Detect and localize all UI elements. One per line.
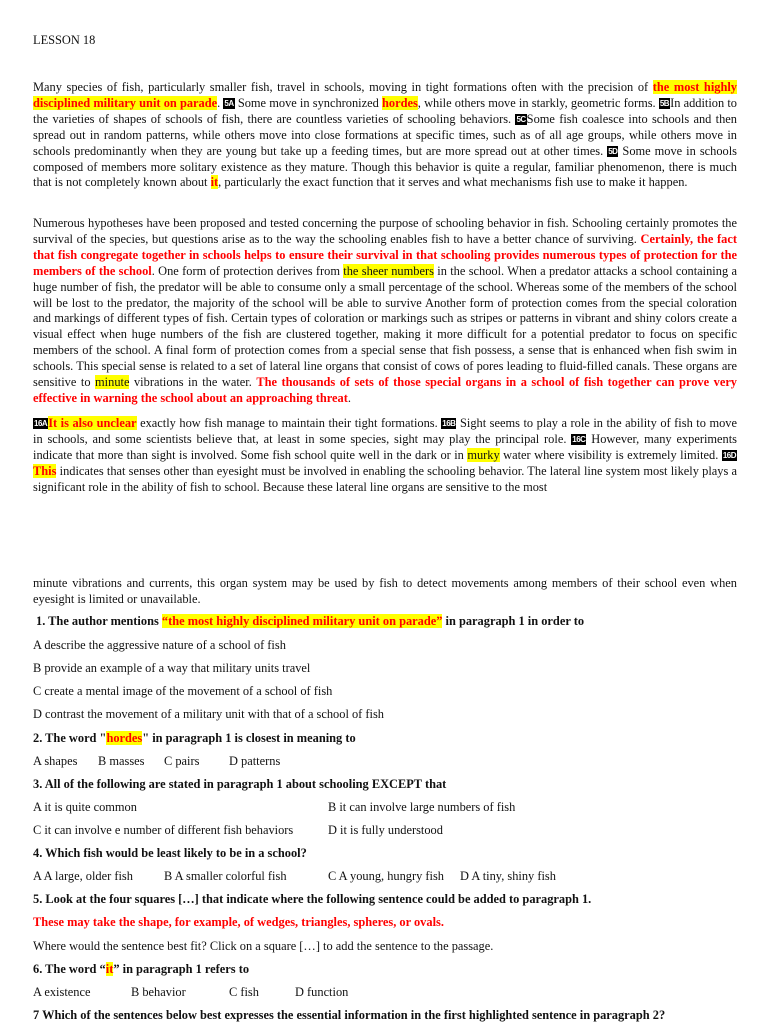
question-6: 6. The word “it” in paragraph 1 refers to bbox=[33, 962, 250, 976]
highlight-it: it bbox=[210, 175, 219, 190]
question-4: 4. Which fish would be least likely to be in a school? bbox=[33, 846, 307, 860]
highlight-military-unit: the most highly disciplined military unit on parade bbox=[33, 80, 737, 110]
q1-option-d[interactable]: D contrast the movement of a military unit with that of a school of fish bbox=[33, 707, 384, 721]
highlighted-sentence-red-2: The thousands of sets of those special organs in a school of fish together can prove very effective in warning the school about an approaching threat bbox=[33, 375, 738, 405]
paragraph-2: Numerous hypotheses have been proposed and tested concerning the purpose of schooling behavior in fish. Schooling certainly promotes the survival of the species, but questions arise as to the way the schooling enables fish to have a better chance of surviving. Certainly, the fact that fish congregate together in schools helps to ensure their survival in that schooling provides numerous types of protection for the members of the school. One form of protection derives from the sheer numbers in the school. When a predator attacks a school containing a huge number of fish, the predator will be able to consume only a small percentage of the school. Whereas some of the members of the school will be lost to the predator, the majority of the school will be able to survive Another form of protection comes from the special coloration and markings of different types of fish. Certain types of coloration or markings such as stripes or patterns in vibrant and shiny colors create a visual effect when huge numbers of the fish are clustered together, making it more difficult for a potential predator to focus on specific members of the school. A final form of protection comes from a special sense that fish possess, a sense that is enhanced when fish swim in schools. This special sense is related to a set of lateral line organs that consist of cows of pores leading to fluid-filled canals. These organs are sensitive to minute vibrations in the water. The thousands of sets of those special organs in a school of fish together can prove very effective in warning the school about an approaching threat. bbox=[33, 216, 738, 405]
q3-option-a[interactable]: A it is quite common bbox=[33, 800, 137, 814]
highlight-this: This bbox=[33, 463, 57, 478]
lesson-title: LESSON 18 bbox=[33, 33, 96, 47]
insert-square-5b[interactable]: 5B bbox=[659, 98, 670, 108]
insert-square-5c[interactable]: 5C bbox=[516, 114, 526, 124]
q3-option-d[interactable]: D it is fully understood bbox=[328, 823, 443, 837]
q3-option-c[interactable]: C it can involve e number of different fish behaviors bbox=[33, 823, 294, 837]
paragraph-1: Many species of fish, particularly smaller fish, travel in schools, moving in tight formations often with the precision of the most highly disciplined military unit on parade. 5A Some move in synchronized hordes, while others move in starkly, geometric forms. 5BIn addition to the varieties of shapes of schools of fish, there are countless varieties of schooling behaviors. 5CSome fish coalesce into schools and then spread out in random patterns, while others move into close formations at specific times, such as of all age groups, while others move in schools predominantly when they are young but take up a feeding times, but are more spread out at other times. 5D Some move in schools composed of members more solitary existence as they mature. Though this behavior is quite a regular, familiar phenomenon, there is much that is not completely known about it, particularly the exact function that it serves and what mechanisms fish use to make it happen. bbox=[33, 80, 737, 190]
insert-square-16a[interactable]: 16A bbox=[34, 419, 48, 428]
insert-square-16d[interactable]: 16D bbox=[722, 450, 736, 460]
question-2-highlight: hordes bbox=[106, 731, 143, 745]
q2-option-a[interactable]: A shapes bbox=[33, 754, 78, 768]
q4-option-a[interactable]: A A large, older fish bbox=[33, 869, 133, 883]
q4-option-c[interactable]: C A young, hungry fish bbox=[328, 869, 444, 883]
q2-option-d[interactable]: D patterns bbox=[229, 754, 281, 768]
q4-option-b[interactable]: B A smaller colorful fish bbox=[164, 869, 287, 883]
highlight-it-is-also-unclear: It is also unclear bbox=[48, 416, 137, 430]
question-5: 5. Look at the four squares […] that indicate where the following sentence could be added to paragraph 1. bbox=[33, 892, 592, 906]
q1-option-c[interactable]: C create a mental image of the movement of a school of fish bbox=[33, 684, 333, 698]
highlight-minute: minute bbox=[95, 375, 130, 390]
q2-option-b[interactable]: B masses bbox=[98, 754, 145, 768]
insert-square-5d[interactable]: 5D bbox=[608, 146, 618, 156]
insert-square-16c[interactable]: 16C bbox=[572, 434, 586, 444]
question-5-sentence: These may take the shape, for example, of wedges, triangles, spheres, or ovals. bbox=[33, 915, 444, 929]
question-1-highlight: “the most highly disciplined military unit on parade” bbox=[161, 614, 443, 628]
q6-option-a[interactable]: A existence bbox=[33, 985, 91, 999]
highlight-sheer-numbers: the sheer numbers bbox=[343, 263, 434, 278]
question-2: 2. The word "hordes" in paragraph 1 is closest in meaning to bbox=[33, 731, 356, 745]
q1-option-b[interactable]: B provide an example of a way that military units travel bbox=[33, 661, 311, 675]
question-6-highlight: it bbox=[105, 962, 114, 976]
insert-square-5a[interactable]: 5A bbox=[224, 98, 234, 108]
question-1: 1. The author mentions “the most highly disciplined military unit on parade” in paragraph 1 in order to bbox=[36, 614, 585, 628]
q6-option-d[interactable]: D function bbox=[295, 985, 349, 999]
paragraph-3-continued: minute vibrations and currents, this organ system may be used by fish to detect movements among members of their school even when eyesight is limited or unavailable. bbox=[33, 576, 737, 606]
highlighted-sentence-red-1: Certainly, the fact that fish congregate together in schools helps to ensure their survival in that schooling provides numerous types of protection for the members of the school bbox=[33, 231, 737, 278]
q4-option-d[interactable]: D A tiny, shiny fish bbox=[460, 869, 556, 883]
question-5-instruction: Where would the sentence best fit? Click on a square […] to add the sentence to the passage. bbox=[33, 939, 494, 953]
paragraph-3: 16AIt is also unclear exactly how fish manage to maintain their tight formations. 16B Sight seems to play a role in the ability of fish to move in schools, and some scientists believe that, at least in some species, sight may play the principal role. 16C However, many experiments indicate that more than sight is involved. Some fish school quite well in the dark or in murky water where visibility is extremely limited. 16DThis indicates that senses other than eyesight must be involved in enabling the schooling behavior. The lateral line system most likely plays a significant role in the ability of fish to school. Because these lateral line organs are sensitive to the most bbox=[33, 416, 737, 494]
question-3: 3. All of the following are stated in paragraph 1 about schooling EXCEPT that bbox=[33, 777, 447, 791]
q1-option-a[interactable]: A describe the aggressive nature of a school of fish bbox=[33, 638, 286, 652]
question-7: 7 Which of the sentences below best expresses the essential information in the first highlighted sentence in paragraph 2? bbox=[33, 1008, 666, 1022]
q6-option-b[interactable]: B behavior bbox=[131, 985, 186, 999]
q3-option-b[interactable]: B it can involve large numbers of fish bbox=[328, 800, 516, 814]
q2-option-c[interactable]: C pairs bbox=[164, 754, 200, 768]
q6-option-c[interactable]: C fish bbox=[229, 985, 259, 999]
highlight-murky: murky bbox=[467, 447, 500, 462]
highlight-hordes: hordes bbox=[381, 95, 418, 110]
insert-square-16b[interactable]: 16B bbox=[442, 419, 456, 428]
